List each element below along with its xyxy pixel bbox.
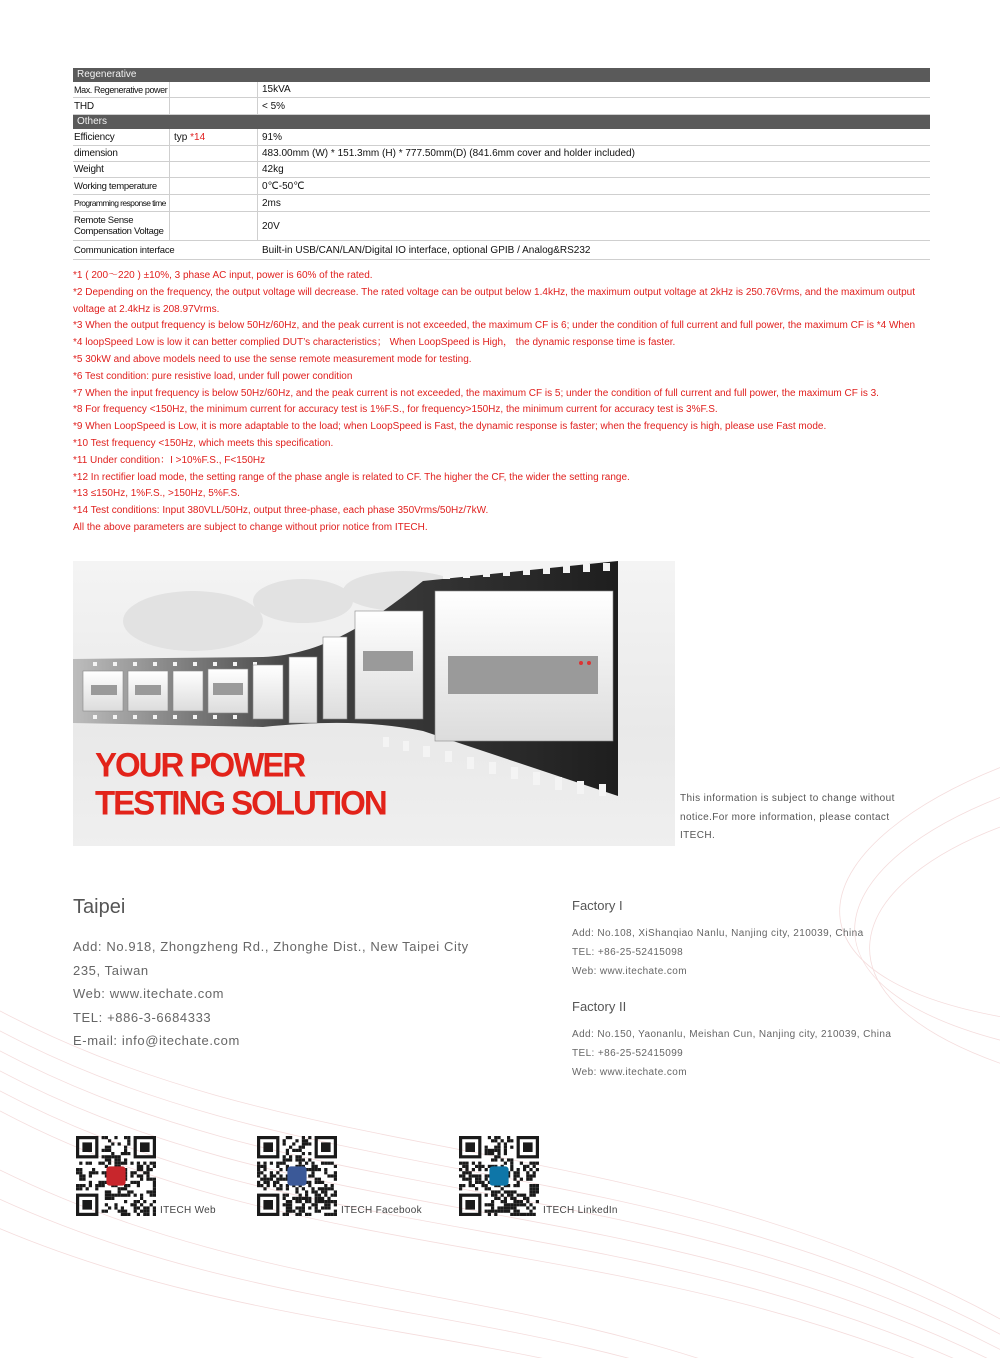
row-value: 0℃-50℃: [262, 180, 305, 192]
office-city: Taipei: [73, 896, 126, 918]
section-header-regenerative: Regenerative: [73, 68, 930, 82]
row-label: Weight: [73, 162, 170, 177]
table-row: [73, 146, 930, 162]
footnote: *9 When LoopSpeed is Low, it is more adaptable to the load; when LoopSpeed is Fast, the dynamic response is faster; when the frequency is high, please use Fast mode.: [73, 421, 827, 433]
office-address: 235, Taiwan: [73, 962, 149, 978]
row-value: 483.00mm (W) * 151.3mm (H) * 777.50mm(D) (841.6mm cover and holder included): [262, 148, 635, 159]
row-value: 20V: [262, 220, 280, 232]
row-condition: [170, 98, 258, 114]
row-label: Communication interface: [74, 244, 175, 256]
itech-logo-icon: [106, 1166, 125, 1185]
factory-address: Add: No.108, XiShanqiao Nanlu, Nanjing city, 210039, China: [572, 928, 864, 939]
row-condition: [170, 178, 258, 194]
footnote: *12 In rectifier load mode, the setting range of the phase angle is related to CF. The higher the CF, the wider the setting range.: [73, 471, 630, 483]
qr-label: ITECH Facebook: [341, 1205, 422, 1216]
footnote-ref: *14: [190, 131, 206, 143]
factory-title: Factory I: [572, 898, 623, 913]
factory-web[interactable]: Web: www.itechate.com: [572, 1066, 687, 1078]
footnote: *8 For frequency <150Hz, the minimum current for accuracy test is 1%F.S., for frequency>150Hz, the minimum current for accuracy test is 3%F.S.: [73, 404, 718, 416]
factory-1-contact: [572, 898, 932, 981]
footnote: *3 When the output frequency is below 50Hz/60Hz, and the peak current is not exceeded, the maximum CF is 6; under the condition of full current and full power, the maximum CF is *4 When: [73, 320, 916, 332]
row-label: Efficiency: [73, 129, 170, 145]
footnote: *13 ≤150Hz, 1%F.S., >150Hz, 5%F.S.: [73, 488, 240, 500]
office-address: Add: No.918, Zhongzheng Rd., Zhonghe Dist., New Taipei City: [73, 939, 469, 954]
slogan-line: TESTING SOLUTION: [95, 782, 386, 822]
footnote: *11 Under condition：I >10%F.S., F<150Hz: [73, 454, 266, 466]
qr-label: ITECH LinkedIn: [543, 1205, 618, 1216]
table-row: [73, 212, 930, 241]
disclaimer: This information is subject to change without notice.For more information, please contact ITECH.: [680, 793, 895, 841]
row-condition: [170, 195, 258, 211]
factory-tel: TEL: +86-25-52415099: [572, 1047, 684, 1059]
table-row: [73, 98, 930, 115]
office-tel: TEL: +886-3-6684333: [73, 1009, 212, 1025]
row-condition: [170, 146, 258, 161]
section-header-others: Others: [73, 115, 930, 129]
spec-table: [73, 68, 930, 260]
qr-code-facebook[interactable]: [257, 1136, 337, 1216]
factory-address: Add: No.150, Yaonanlu, Meishan Cun, Nanjing city, 210039, China: [572, 1029, 892, 1040]
footnote: *14 Test conditions: Input 380VLL/50Hz, output three-phase, each phase 350Vrms/50Hz/7kW.: [73, 505, 489, 517]
slogan: [95, 746, 386, 822]
row-condition: [170, 129, 258, 145]
qr-code-linkedin[interactable]: [459, 1136, 539, 1216]
row-value: 91%: [262, 131, 283, 143]
row-value: 15kVA: [262, 84, 291, 95]
factory-2-contact: [572, 999, 932, 1082]
factory-tel: TEL: +86-25-52415098: [572, 946, 684, 958]
office-email[interactable]: E-mail: info@itechate.com: [73, 1033, 240, 1048]
table-row: [73, 195, 930, 212]
footnotes: [73, 268, 933, 537]
row-value: < 5%: [262, 100, 286, 112]
row-label: Remote Sense Compensation Voltage: [73, 212, 170, 240]
footnote: *4 loopSpeed Low is low it can better complied DUT’s characteristics； When LoopSpeed is High， the dynamic response time is faster.: [73, 337, 676, 349]
taipei-contact: [73, 896, 543, 1053]
row-label: Working temperature: [73, 178, 170, 194]
table-row: [73, 241, 930, 260]
facebook-icon: [287, 1166, 306, 1185]
footnote: *5 30kW and above models need to use the sense remote measurement mode for testing.: [73, 353, 472, 365]
row-label: Programming response time: [73, 195, 170, 211]
footnote: *7 When the input frequency is below 50Hz/60Hz, and the peak current is not exceeded, the maximum CF is 5; under the condition of full current and full power, the maximum CF is 3.: [73, 387, 879, 399]
table-row: [73, 178, 930, 195]
footnote: All the above parameters are subject to change without prior notice from ITECH.: [73, 521, 428, 533]
footnote: *1 ( 200～220 ) ±10%, 3 phase AC input, power is 60% of the rated.: [73, 270, 373, 281]
office-web[interactable]: Web: www.itechate.com: [73, 986, 225, 1001]
row-label: dimension: [73, 146, 170, 161]
row-condition: [170, 212, 258, 240]
qr-code-web[interactable]: [76, 1136, 156, 1216]
footnote: *6 Test condition: pure resistive load, under full power condition: [73, 370, 353, 382]
table-row: [73, 82, 930, 98]
row-value: Built-in USB/CAN/LAN/Digital IO interface, optional GPIB / Analog&RS232: [262, 244, 591, 256]
row-value: 42kg: [262, 164, 284, 175]
factory-web[interactable]: Web: www.itechate.com: [572, 965, 687, 977]
slogan-line: YOUR POWER: [95, 745, 305, 784]
table-row: [73, 129, 930, 146]
film-strip-banner: [73, 561, 675, 846]
row-label: THD: [73, 98, 170, 114]
factory-title: Factory II: [572, 999, 627, 1014]
footnote: *10 Test frequency <150Hz, which meets this specification.: [73, 437, 334, 449]
row-value: 2ms: [262, 197, 281, 209]
row-label: Max. Regenerative power: [73, 82, 170, 97]
condition-text: typ: [174, 131, 188, 143]
table-row: [73, 162, 930, 178]
row-condition: [170, 82, 258, 97]
linkedin-icon: [489, 1166, 508, 1185]
qr-label: ITECH Web: [160, 1205, 216, 1216]
footnote: *2 Depending on the frequency, the output voltage will decrease. The rated voltage can be output below 1.4kHz, the maximum output voltage at 2kHz is 250.76Vrms, and the maximum output voltage at 2.4kHz is 208.97Vrms.: [73, 286, 915, 315]
row-condition: [170, 162, 258, 177]
